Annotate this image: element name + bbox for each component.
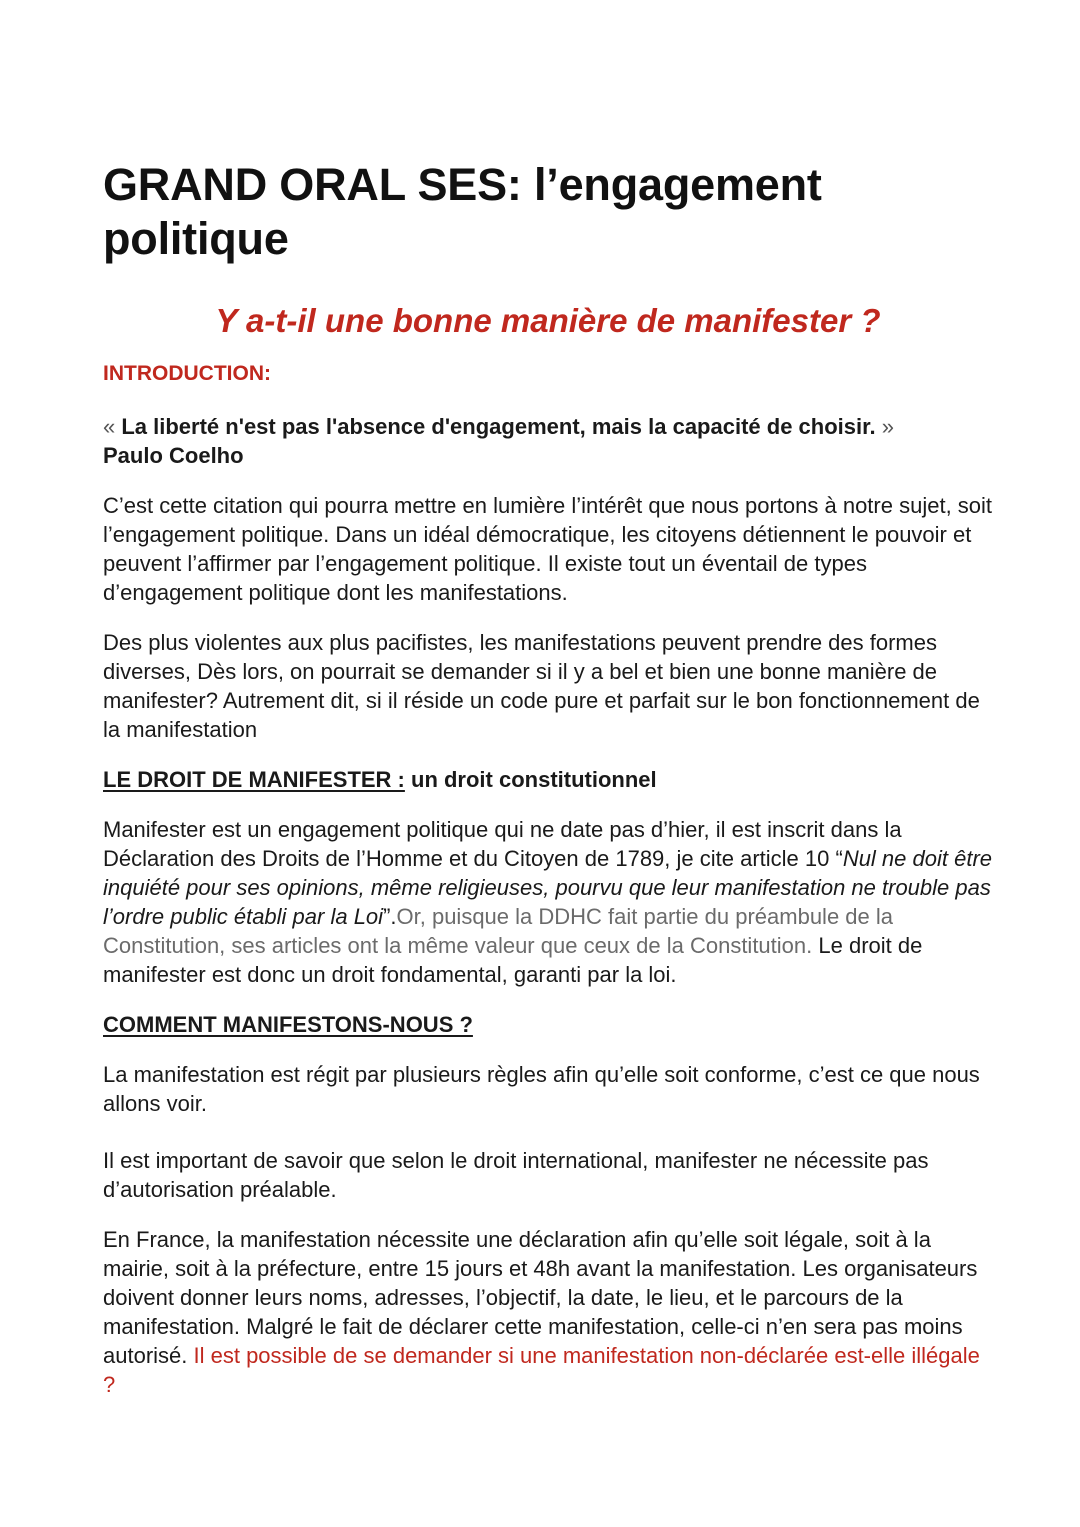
intro-paragraph-2: Des plus violentes aux plus pacifistes, les manifestations peuvent prendre des formes diverses, Dès lors, on pourrait se demander si il y a bel et bien une bonne manière de manifester? Autrement dit, si il réside un code pure et parfait sur le bon fonctionnement de la manifestation (103, 630, 980, 742)
section-heading-comment-text: COMMENT MANIFESTONS-NOUS ? (103, 1012, 473, 1037)
comment-paragraph-2: Il est important de savoir que selon le droit international, manifester ne nécessite pas d’autorisation préalable. (103, 1148, 929, 1202)
droit-paragraph (103, 815, 993, 989)
document-page (103, 158, 993, 1399)
quote-open-mark: « (103, 414, 122, 439)
comment-paragraph-3-question: Il est possible de se demander si une manifestation non-déclarée est-elle illégale ? (103, 1343, 980, 1397)
section-heading-droit-rest: un droit constitutionnel (404, 767, 657, 792)
quote-text: La liberté n'est pas l'absence d'engagement, mais la capacité de choisir. (121, 414, 876, 439)
quote-author: Paulo Coelho (103, 443, 244, 468)
section-heading-droit (103, 765, 993, 794)
section-heading-droit-underlined: LE DROIT DE MANIFESTER : (103, 767, 405, 792)
comment-paragraph-3 (103, 1225, 993, 1399)
droit-text-grey: Or, puisque la DDHC fait partie du préambule de la Constitution, ses articles ont la même valeur que ceux de la Constitution. (103, 904, 893, 958)
intro-paragraph-1: C’est cette citation qui pourra mettre en lumière l’intérêt que nous portons à notre sujet, soit l’engagement politique. Dans un idéal démocratique, les citoyens détiennent le pouvoir et peuvent l’affirmer par l’engagement politique. Il existe tout un éventail de types d’engagement politique dont les manifestations. (103, 493, 993, 605)
droit-text-after-quote: ”. (383, 904, 397, 929)
droit-text-end: Le droit de manifester est donc un droit fondamental, garanti par la loi. (103, 933, 923, 987)
introduction-heading: INTRODUCTION: (103, 362, 271, 385)
droit-text-start: Manifester est un engagement politique qui ne date pas d’hier, il est inscrit dans la Déclaration des Droits de l’Homme et du Citoyen de 1789, je cite article 10 “ (103, 817, 902, 871)
comment-paragraph-1: La manifestation est régit par plusieurs règles afin qu’elle soit conforme, c’est ce que nous allons voir. (103, 1062, 980, 1116)
comment-paragraph-3-text: En France, la manifestation nécessite une déclaration afin qu’elle soit légale, soit à la mairie, soit à la préfecture, entre 15 jours et 48h avant la manifestation. Les organisateurs doivent donner leurs noms, adresses, l’objectif, la date, le lieu, et le parcours de la manifestation. Malgré le fait de déclarer cette manifestation, celle-ci n’en sera pas moins autorisé. (103, 1227, 978, 1368)
ddhc-article-quote: Nul ne doit être inquiété pour ses opinions, même religieuses, pourvu que leur manifestation ne trouble pas l’ordre public établi par la Loi (103, 846, 993, 929)
quote-close-mark: » (875, 414, 894, 439)
section-heading-comment (103, 1010, 993, 1039)
document-title: GRAND ORAL SES: l’engagement politique (103, 159, 822, 264)
problematique-subtitle: Y a-t-il une bonne manière de manifester ? (215, 302, 881, 339)
opening-quote (103, 412, 993, 470)
